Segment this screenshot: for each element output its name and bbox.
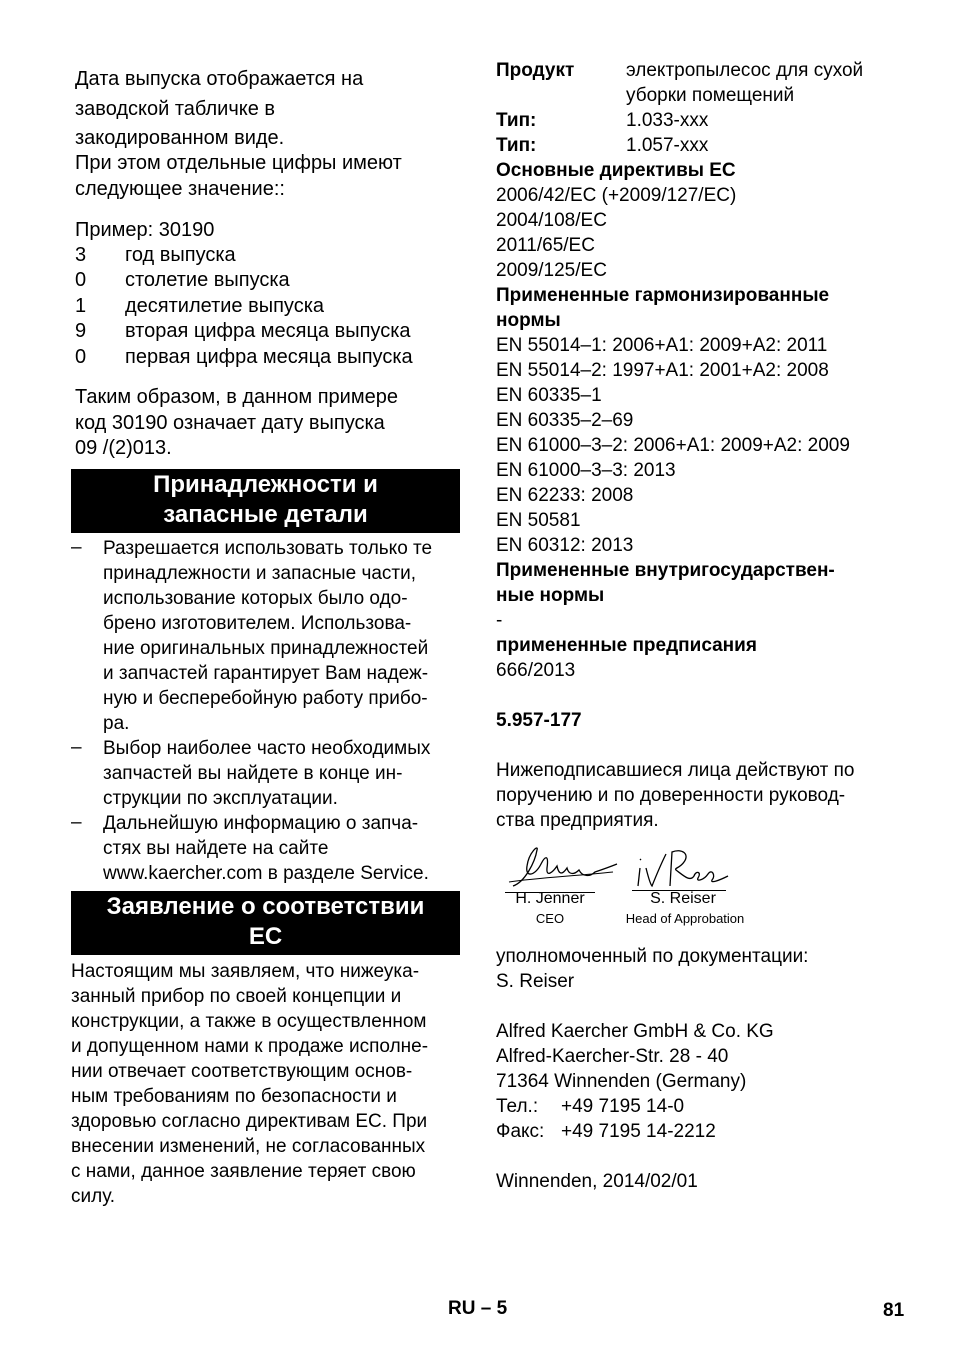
heading-line: Принадлежности и xyxy=(153,471,378,498)
code-meaning: десятилетие выпуска xyxy=(125,295,325,317)
signature-jenner-image xyxy=(505,842,620,892)
code-meaning: первая цифра месяца выпуска xyxy=(125,346,413,368)
norm-item: EN 60335–1 xyxy=(496,385,602,406)
list-item-line: принадлежности и запасные части, xyxy=(103,563,416,584)
declaration-line: ным требованиям по безопасности и xyxy=(71,1086,397,1107)
code-digit: 0 xyxy=(75,346,87,368)
declaration-text xyxy=(71,959,428,1209)
list-item-line: струкции по эксплуатации. xyxy=(103,788,338,809)
document-number: 5.957-177 xyxy=(496,710,582,731)
code-digit: 9 xyxy=(75,320,87,342)
section-heading-accessories xyxy=(71,469,460,533)
declaration-line: Настоящим мы заявляем, что нижеука- xyxy=(71,961,420,982)
list-item-line: ние оригинальных принадлежностей xyxy=(103,638,429,659)
list-item xyxy=(103,536,432,736)
declaration-line: занный прибор по своей концепции и xyxy=(71,986,402,1007)
code-digit: 0 xyxy=(75,269,87,291)
signer-title: CEO xyxy=(535,911,565,926)
heading-line: Заявление о соответствии xyxy=(106,893,425,920)
heading-line: запасные детали xyxy=(163,501,368,528)
declaration-line: с нами, данное заявление теряет свою xyxy=(71,1161,416,1182)
signatories-text: поручению и по доверенности руковод- xyxy=(496,785,846,806)
code-meaning: столетие выпуска xyxy=(125,269,290,291)
company-line: Alfred Kaercher GmbH & Co. KG xyxy=(496,1021,774,1042)
list-dash: – xyxy=(71,537,82,558)
type-value: 1.033-xxx xyxy=(626,110,709,131)
directive-item: 2006/42/EC (+2009/127/EC) xyxy=(496,185,737,206)
norm-item: EN 50581 xyxy=(496,510,581,531)
list-dash: – xyxy=(71,737,82,758)
norm-item: EN 55014–1: 2006+A1: 2009+A2: 2011 xyxy=(496,335,828,356)
declaration-line: здоровью согласно директивам ЕС. При xyxy=(71,1111,428,1132)
place-date: Winnenden, 2014/02/01 xyxy=(496,1171,698,1192)
authorized-text: уполномоченный по документации: xyxy=(496,946,809,967)
list-item-line: стях вы найдете на сайте xyxy=(103,838,329,859)
national-heading: Примененные внутригосударствен- xyxy=(496,560,835,581)
norm-item: EN 60312: 2013 xyxy=(496,535,634,556)
product-value: уборки помещений xyxy=(626,85,795,106)
norm-item: EN 61000–3–2: 2006+A1: 2009+A2: 2009 xyxy=(496,435,850,456)
code-meaning: вторая цифра месяца выпуска xyxy=(125,320,411,342)
declaration-line: конструкции, а также в осуществленном xyxy=(71,1011,427,1032)
list-item-line: и запчастей гарантирует Вам надеж- xyxy=(103,663,429,684)
product-value: электропылесос для сухой xyxy=(626,60,864,81)
signature-reiser-image xyxy=(632,846,732,890)
type-label: Тип: xyxy=(496,135,537,156)
list-item-line: брено изготовителем. Использова- xyxy=(103,613,412,634)
example-label: Пример: 30190 xyxy=(75,219,215,241)
fax-value: +49 7195 14-2212 xyxy=(561,1121,716,1142)
signer-name: H. Jenner xyxy=(515,890,585,907)
national-heading: ные нормы xyxy=(496,585,605,606)
summary-line: Таким образом, в данном примере xyxy=(75,386,398,408)
directive-item: 2004/108/EC xyxy=(496,210,607,231)
company-line: Alfred-Kaercher-Str. 28 - 40 xyxy=(496,1046,729,1067)
intro-line: следующее значение:: xyxy=(75,178,285,200)
section-heading-declaration xyxy=(71,891,460,955)
regulations-heading: примененные предписания xyxy=(496,635,757,656)
company-line: 71364 Winnenden (Germany) xyxy=(496,1071,747,1092)
signer-name: S. Reiser xyxy=(650,890,716,907)
code-meaning: год выпуска xyxy=(125,244,236,266)
list-item-line: Дальнейшую информацию о запча- xyxy=(103,813,419,834)
national-value: - xyxy=(496,610,503,631)
intro-line: При этом отдельные цифры имеют xyxy=(75,152,402,174)
summary-line: 09 /(2)013. xyxy=(75,437,172,459)
directive-item: 2011/65/EC xyxy=(496,235,595,256)
norm-item: EN 60335–2–69 xyxy=(496,410,634,431)
norm-item: EN 61000–3–3: 2013 xyxy=(496,460,676,481)
list-item xyxy=(103,811,429,886)
fax-label: Факс: xyxy=(496,1121,545,1142)
type-label: Тип: xyxy=(496,110,537,131)
harmonized-heading: Примененные гармонизированные xyxy=(496,285,830,306)
phone-value: +49 7195 14-0 xyxy=(561,1096,685,1117)
declaration-line: и допущенном нами к продаже исполне- xyxy=(71,1036,429,1057)
product-label: Продукт xyxy=(496,60,575,81)
norm-item: EN 62233: 2008 xyxy=(496,485,634,506)
list-item-line: использование которых было одо- xyxy=(103,588,408,609)
authorized-name: S. Reiser xyxy=(496,971,575,992)
declaration-line: внесении изменений, не согласованных xyxy=(71,1136,426,1157)
directives-heading: Основные директивы ЕС xyxy=(496,160,736,181)
footer-section: RU – 5 xyxy=(448,1298,508,1319)
directive-item: 2009/125/EC xyxy=(496,260,607,281)
declaration-line: нии отвечает соответствующим основ- xyxy=(71,1061,413,1082)
harmonized-heading: нормы xyxy=(496,310,561,331)
heading-line: ЕС xyxy=(248,923,283,950)
phone-label: Тел.: xyxy=(496,1096,539,1117)
list-item-line: запчастей вы найдете в конце ин- xyxy=(103,763,403,784)
summary-line: код 30190 означает дату выпуска xyxy=(75,412,385,434)
regulations-value: 666/2013 xyxy=(496,660,576,681)
intro-line: Дата выпуска отображается на xyxy=(75,68,364,90)
list-dash: – xyxy=(71,812,82,833)
list-item-line: Выбор наиболее часто необходимых xyxy=(103,738,431,759)
signer-title: Head of Approbation xyxy=(625,911,745,926)
page-number: 81 xyxy=(883,1300,905,1321)
list-item xyxy=(103,736,430,811)
intro-line: заводской табличке в xyxy=(75,98,276,120)
signatories-text: ства предприятия. xyxy=(496,810,659,831)
type-value: 1.057-xxx xyxy=(626,135,709,156)
list-item-line: ра. xyxy=(103,713,130,734)
list-item-line: www.kaercher.com в разделе Service. xyxy=(103,863,429,884)
code-digit: 3 xyxy=(75,244,87,266)
code-digit: 1 xyxy=(75,295,87,317)
signatories-text: Нижеподписавшиеся лица действуют по xyxy=(496,760,855,781)
declaration-line: силу. xyxy=(71,1186,116,1207)
list-item-line: ную и бесперебойную работу прибо- xyxy=(103,688,428,709)
norm-item: EN 55014–2: 1997+A1: 2001+A2: 2008 xyxy=(496,360,829,381)
intro-line: закодированном виде. xyxy=(75,127,285,149)
list-item-line: Разрешается использовать только те xyxy=(103,538,433,559)
